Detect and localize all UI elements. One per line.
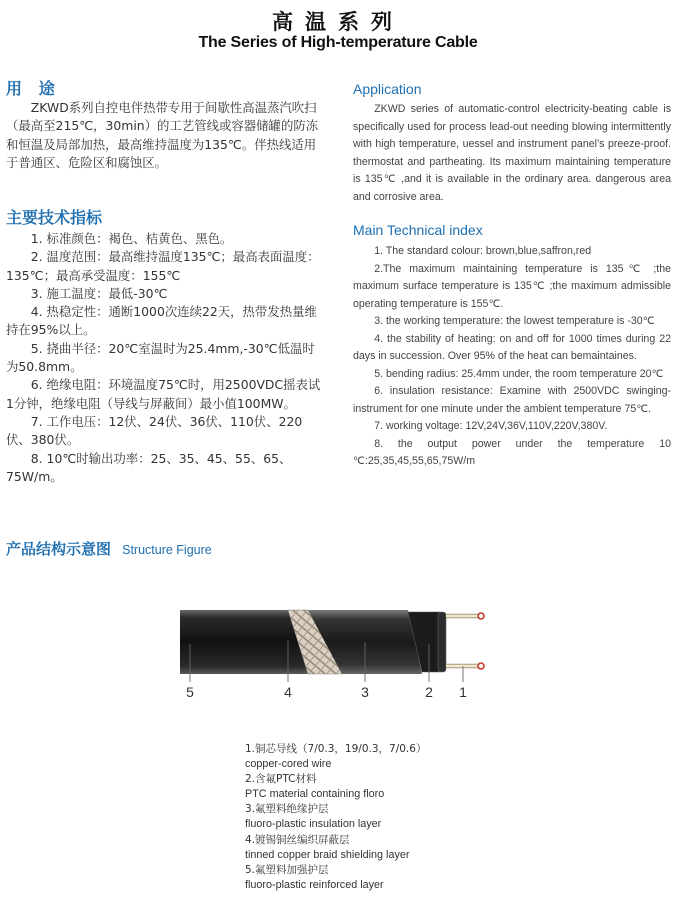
application-body-cn	[6, 99, 322, 172]
legend-item-en: copper-cored wire	[245, 758, 332, 771]
tech-item-en: 8. the output power under the temperature 10 ℃:25,35,45,55,65,75W/m	[353, 437, 671, 467]
legend-item-en: fluoro-plastic insulation layer	[245, 818, 382, 831]
application-heading-cn: 用 途	[6, 79, 55, 98]
legend-item-en: fluoro-plastic reinforced layer	[245, 878, 384, 891]
tech-item-en: 2.The maximum maintaining temperature is 135℃ ;the maximum surface temperature is 135℃ ;the maximum admissible operating temperature is 155℃.	[353, 262, 671, 310]
part-number-5: 5	[186, 684, 194, 700]
tech-item-cn: 6. 绝缘电阻：环境温度75℃时，用2500VDC摇表试1分钟，绝缘电阻（导线与屏蔽间）最小值100MW。	[6, 377, 321, 411]
part-number-1: 1	[459, 684, 467, 700]
tech-item-en: 3. the working temperature: the lowest temperature is -30℃	[374, 315, 655, 327]
legend-item-cn: 2.含氟PTC材料	[245, 773, 317, 786]
application-text-cn: ZKWD系列自控电伴热带专用于间歇性高温蒸汽吹扫（最高至215℃，30min）的工艺管线或容器储罐的防冻和恒温及局部加热，最高维持温度为135℃。伴热线适用于普通区、危险区和腐蚀区。	[6, 100, 319, 170]
legend-item-cn: 1.铜芯导线（7/0.3，19/0.3，7/0.6）	[245, 743, 427, 755]
tech-heading-cn: 主要技术指标	[6, 208, 103, 227]
jacket-outer-layer	[180, 610, 308, 674]
legend-item-cn: 5.氟塑料加强护层	[245, 863, 329, 876]
legend-item-cn: 3.氟塑料绝缘护层	[245, 803, 329, 816]
application-body-en	[353, 101, 671, 206]
page-title-cn: 高温系列	[272, 10, 404, 34]
tech-item-cn: 2. 温度范围：最高维持温度135℃；最高表面温度：135℃；最高承受温度：155℃	[6, 249, 320, 283]
structure-heading-cn: 产品结构示意图	[6, 540, 112, 558]
structure-heading	[6, 538, 212, 559]
tech-item-en: 7. working voltage: 12V,24V,36V,110V,220V,380V.	[374, 420, 608, 432]
tech-item-cn: 7. 工作电压：12伏、24伏、36伏、110伏、220伏、380伏。	[6, 413, 303, 448]
structure-legend	[245, 742, 426, 893]
legend-item-en: tinned copper braid shielding layer	[245, 848, 410, 861]
page-title-en: The Series of High-temperature Cable	[198, 34, 478, 51]
tech-item-en: 6. insulation resistance: Examine with 2500VDC swinging-instrument for one minute under the ambient temperature 75℃.	[353, 385, 671, 415]
tech-item-en: 5. bending radius: 25.4mm under, the room temperature 20℃	[374, 367, 664, 380]
application-text-en: ZKWD series of automatic-control electricity-beating cable is specifically used for process lead-out needing blowing intermittently with high temperature, uessel and instrument panel’s preeze-proof. thermostat and partheating. Its maximum maintaining temperature is 135℃ ,and it is available in the ordinary area. dangerous area and corrosive area.	[353, 103, 671, 203]
tech-heading-en: Main Technical index	[353, 222, 483, 238]
cable-illustration	[170, 594, 500, 694]
tech-list-en	[353, 243, 671, 471]
tech-item-cn: 8. 10℃时输出功率：25、35、45、55、65、75W/m。	[6, 450, 292, 484]
tech-item-en: 4. the stability of heating: on and off for 1000 times during 22 days in succession. Over 95% of the heat can bemaintaines.	[353, 332, 671, 362]
tech-item-cn: 5. 挠曲半径：20℃室温时为25.4mm,-30℃低温时为50.8mm。	[6, 340, 315, 375]
tech-item-cn: 4. 热稳定性：通断1000次连续22天，热带发热量维持在95%以上。	[6, 304, 317, 338]
part-number-2: 2	[425, 684, 433, 700]
tech-item-en: 1. The standard colour: brown,blue,saffron,red	[374, 245, 592, 257]
tech-item-cn: 3. 施工温度：最低-30℃	[30, 285, 168, 301]
structure-heading-en: Structure Figure	[122, 543, 212, 557]
legend-item-en: PTC material containing floro	[245, 788, 385, 801]
application-heading-en: Application	[353, 81, 422, 97]
part-number-3: 3	[361, 684, 369, 700]
copper-wires	[446, 613, 484, 669]
part-number-4: 4	[284, 684, 292, 700]
tech-list-cn	[6, 230, 322, 486]
tech-item-cn: 1. 标准颜色：褐色、桔黄色、黑色。	[30, 231, 233, 246]
legend-item-cn: 4.镀锡铜丝编织屏蔽层	[245, 833, 350, 846]
